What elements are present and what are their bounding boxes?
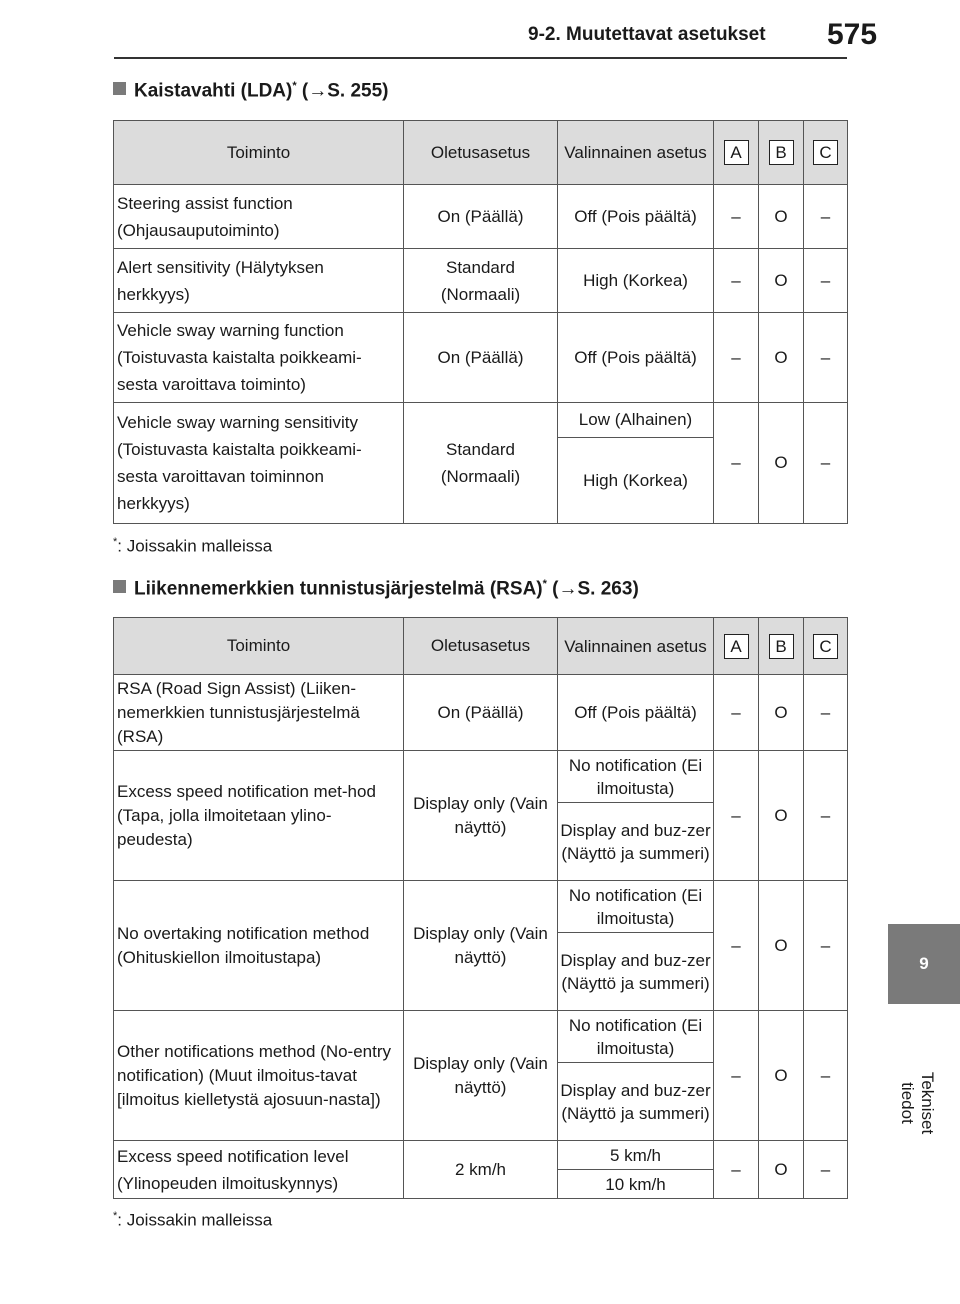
chapter-label: Tekniset tiedot xyxy=(898,1071,937,1135)
footnote-rsa: *: Joissakin malleissa xyxy=(113,1210,273,1230)
section-heading-lda: Kaistavahti (LDA)* (→S. 255) xyxy=(113,80,389,102)
settings-table-lda xyxy=(113,120,848,524)
chapter-number: 9 xyxy=(919,954,929,973)
section-heading-rsa: Liikennemerkkien tunnistusjärjestelmä (RSA)* (→S. 263) xyxy=(113,578,639,600)
table-header-row xyxy=(114,121,848,185)
square-bullet-icon xyxy=(113,580,126,593)
col-header-b: B xyxy=(759,121,804,185)
chapter-tab xyxy=(888,924,960,1004)
table-subrow: 10 km/h xyxy=(114,1170,848,1199)
header-rule xyxy=(114,57,847,59)
page-number: 575 xyxy=(827,18,878,51)
col-header-function: Toiminto xyxy=(114,618,404,675)
col-header-a: A xyxy=(714,618,759,675)
table-row: Excess speed notification met-hod (Tapa, jolla ilmoitetaan ylino-peudesta) Display only (Vain näyttö) No notification (Ei ilmoitusta) – O – xyxy=(114,751,848,803)
col-header-default: Oletusasetus xyxy=(404,618,558,675)
table-header-row xyxy=(114,618,848,675)
table-row: Excess speed notification level (Ylinopeuden ilmoituskynnys) 2 km/h 5 km/h – O – xyxy=(114,1141,848,1170)
col-header-b: B xyxy=(759,618,804,675)
table-subrow: Display and buz-zer (Näyttö ja summeri) xyxy=(114,933,848,1011)
col-header-c: C xyxy=(804,121,848,185)
col-header-optional: Valinnainen asetus xyxy=(558,618,714,675)
running-header-title: 9-2. Muutettavat asetukset xyxy=(528,24,766,45)
table-row: Other notifications method (No-entry notification) (Muut ilmoitus-tavat [ilmoitus kielletystä ajosuun-nasta]) Display only (Vain näyttö) No notification (Ei ilmoitusta) – O – xyxy=(114,1011,848,1063)
table-row: Alert sensitivity (Hälytyksen herkkyys) Standard (Normaali) High (Korkea) – O – xyxy=(114,249,848,313)
table-row: Vehicle sway warning function (Toistuvasta kaistalta poikkeami-sesta varoittava toiminto) On (Päällä) Off (Pois päältä) – O – xyxy=(114,313,848,403)
square-bullet-icon xyxy=(113,82,126,95)
col-header-function: Toiminto xyxy=(114,121,404,185)
col-header-optional: Valinnainen asetus xyxy=(558,121,714,185)
table-subrow: High (Korkea) xyxy=(114,438,848,524)
col-header-a: A xyxy=(714,121,759,185)
footnote-lda: *: Joissakin malleissa xyxy=(113,536,273,556)
table-row: RSA (Road Sign Assist) (Liiken-nemerkkien tunnistusjärjestelmä (RSA) On (Päällä) Off (Pois päältä) – O – xyxy=(114,675,848,751)
table-subrow: Display and buz-zer (Näyttö ja summeri) xyxy=(114,803,848,881)
col-header-c: C xyxy=(804,618,848,675)
table-row: No overtaking notification method (Ohituskiellon ilmoitustapa) Display only (Vain näyttö) No notification (Ei ilmoitusta) – O – xyxy=(114,881,848,933)
table-row: Vehicle sway warning sensitivity (Toistuvasta kaistalta poikkeami-sesta varoittavan toiminnon herkkyys) Standard (Normaali) Low (Alhainen) – O – xyxy=(114,403,848,438)
table-subrow: Display and buz-zer (Näyttö ja summeri) xyxy=(114,1063,848,1141)
settings-table-rsa xyxy=(113,617,848,1199)
col-header-default: Oletusasetus xyxy=(404,121,558,185)
table-row: Steering assist function (Ohjausauputoiminto) On (Päällä) Off (Pois päältä) – O – xyxy=(114,185,848,249)
